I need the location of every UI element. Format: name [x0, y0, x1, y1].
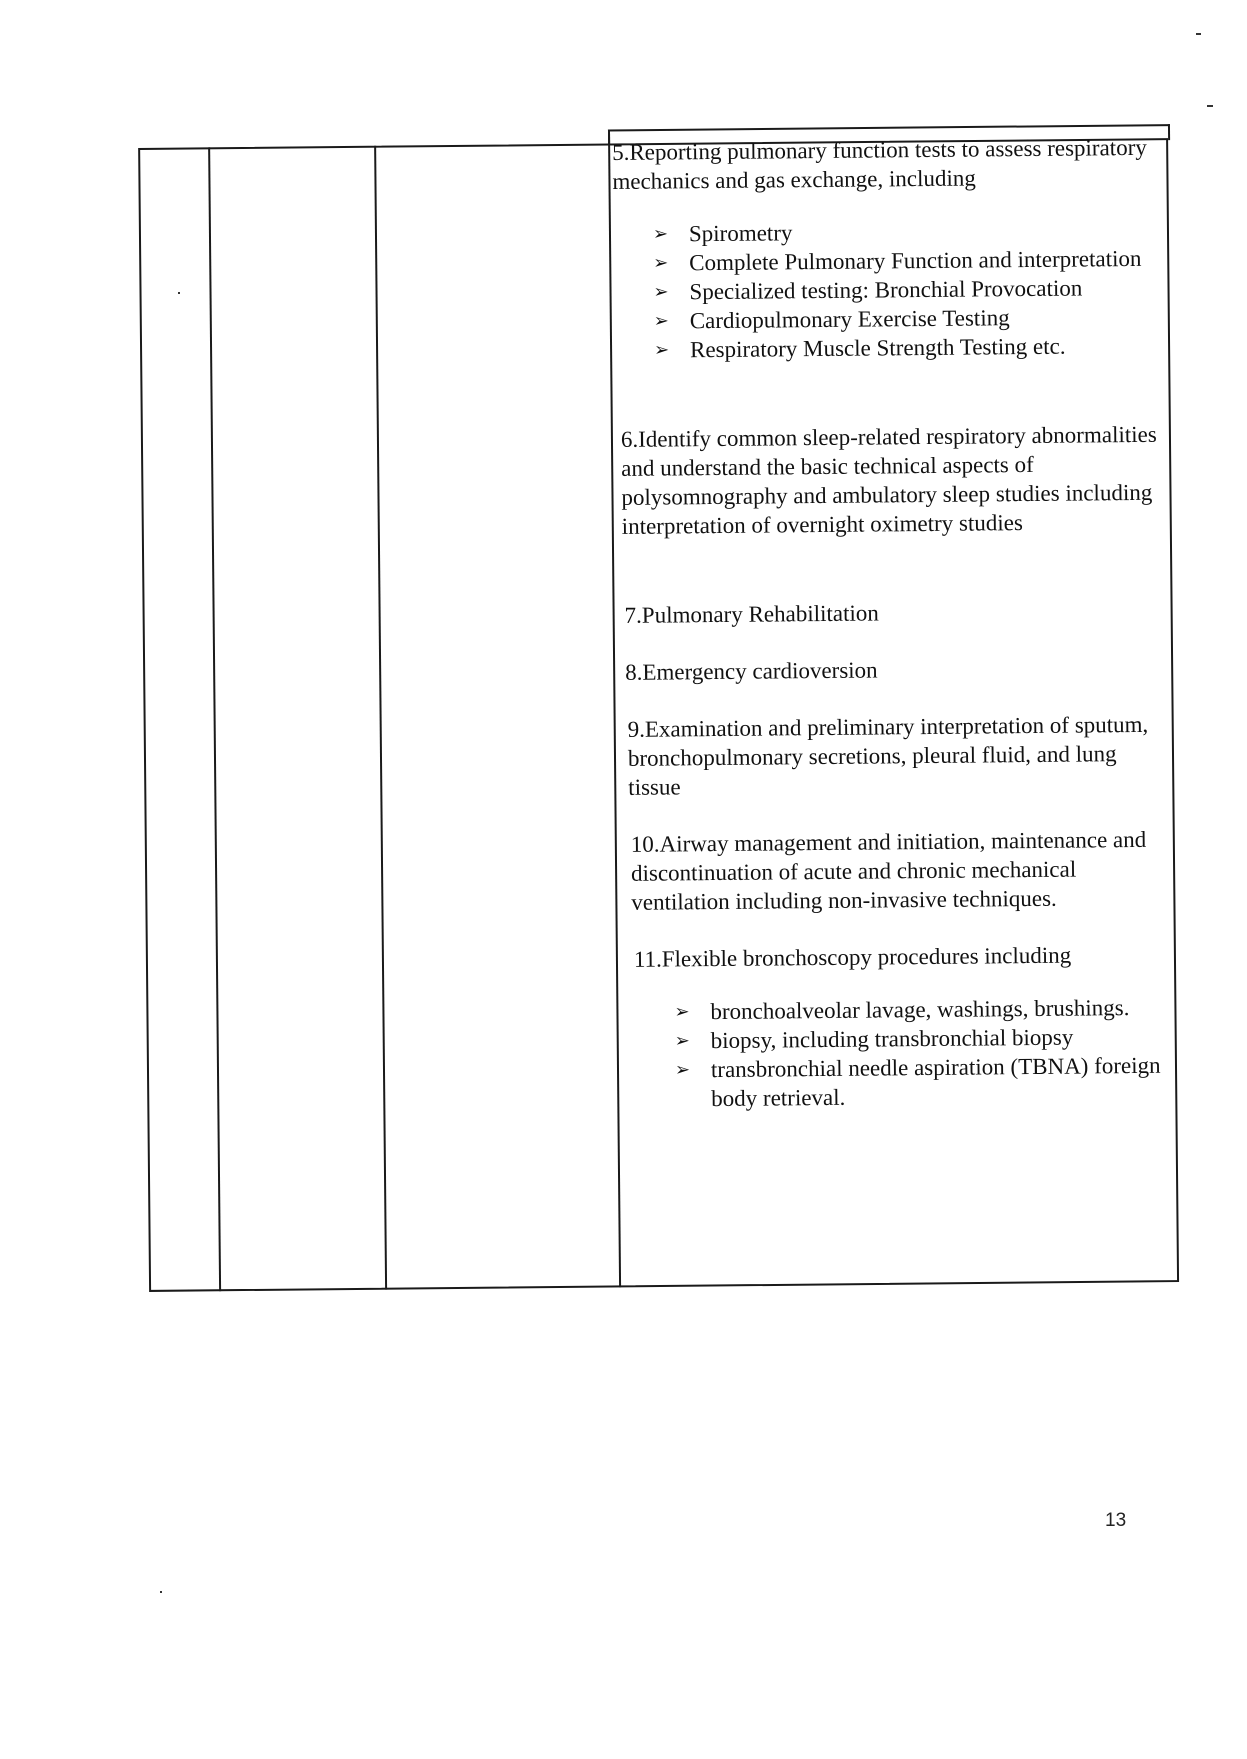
- table-right-border: [1168, 124, 1170, 140]
- arrow-bullet-icon: ➢: [653, 339, 670, 361]
- table-top-border: [608, 124, 1170, 131]
- arrow-bullet-icon: ➢: [674, 1030, 690, 1052]
- arrow-bullet-icon: ➢: [674, 1001, 690, 1023]
- section-5-bullets: [653, 215, 1169, 365]
- section-7-text: 7.Pulmonary Rehabilitation: [624, 600, 879, 628]
- list-item: ➢ Cardiopulmonary Exercise Testing: [654, 302, 1169, 336]
- list-item: ➢ Complete Pulmonary Function and interpretation: [653, 244, 1168, 278]
- page-number: 13: [1105, 1510, 1127, 1531]
- section-5-text: 5.Reporting pulmonary function tests to assess respiratory mechanics and gas exchange, including: [612, 134, 1147, 194]
- section-11-text: 11.Flexible bronchoscopy procedures including: [633, 942, 1072, 972]
- table-cell-content: [612, 133, 1176, 1114]
- list-item: ➢ Specialized testing: Bronchial Provocation: [653, 273, 1168, 307]
- list-item: ➢ Spirometry: [653, 215, 1168, 249]
- section-10-text: 10.Airway management and initiation, maintenance and discontinuation of acute and chronic mechanical ventilation including non-invasive techniques.: [630, 826, 1147, 915]
- section-9-text: 9.Examination and preliminary interpretation of sputum, bronchopulmonary secretions, pleural fluid, and lung tissue: [627, 711, 1149, 800]
- scan-mark: [160, 1591, 162, 1593]
- list-item: ➢ Respiratory Muscle Strength Testing etc.: [654, 331, 1169, 365]
- arrow-bullet-icon: ➢: [652, 223, 669, 245]
- section-6-text: 6.Identify common sleep-related respiratory abnormalities and understand the basic technical aspects of polysomnography and ambulatory sleep studies including interpretation of overnight oximetry studies: [620, 421, 1157, 539]
- list-item: ➢ transbronchial needle aspiration (TBNA) foreign body retrieval.: [674, 1052, 1161, 1112]
- arrow-bullet-icon: ➢: [674, 1059, 691, 1081]
- list-item: ➢ biopsy, including transbronchial biopsy: [675, 1022, 1176, 1056]
- section-8-text: 8.Emergency cardioversion: [625, 657, 878, 685]
- scan-mark: [178, 292, 180, 294]
- scan-mark: [1207, 105, 1213, 107]
- arrow-bullet-icon: ➢: [653, 310, 669, 332]
- list-item: ➢ bronchoalveolar lavage, washings, brushings.: [674, 993, 1175, 1027]
- section-11-bullets: [674, 993, 1176, 1114]
- arrow-bullet-icon: ➢: [653, 252, 669, 274]
- scan-mark: [1196, 33, 1201, 35]
- arrow-bullet-icon: ➢: [653, 281, 669, 303]
